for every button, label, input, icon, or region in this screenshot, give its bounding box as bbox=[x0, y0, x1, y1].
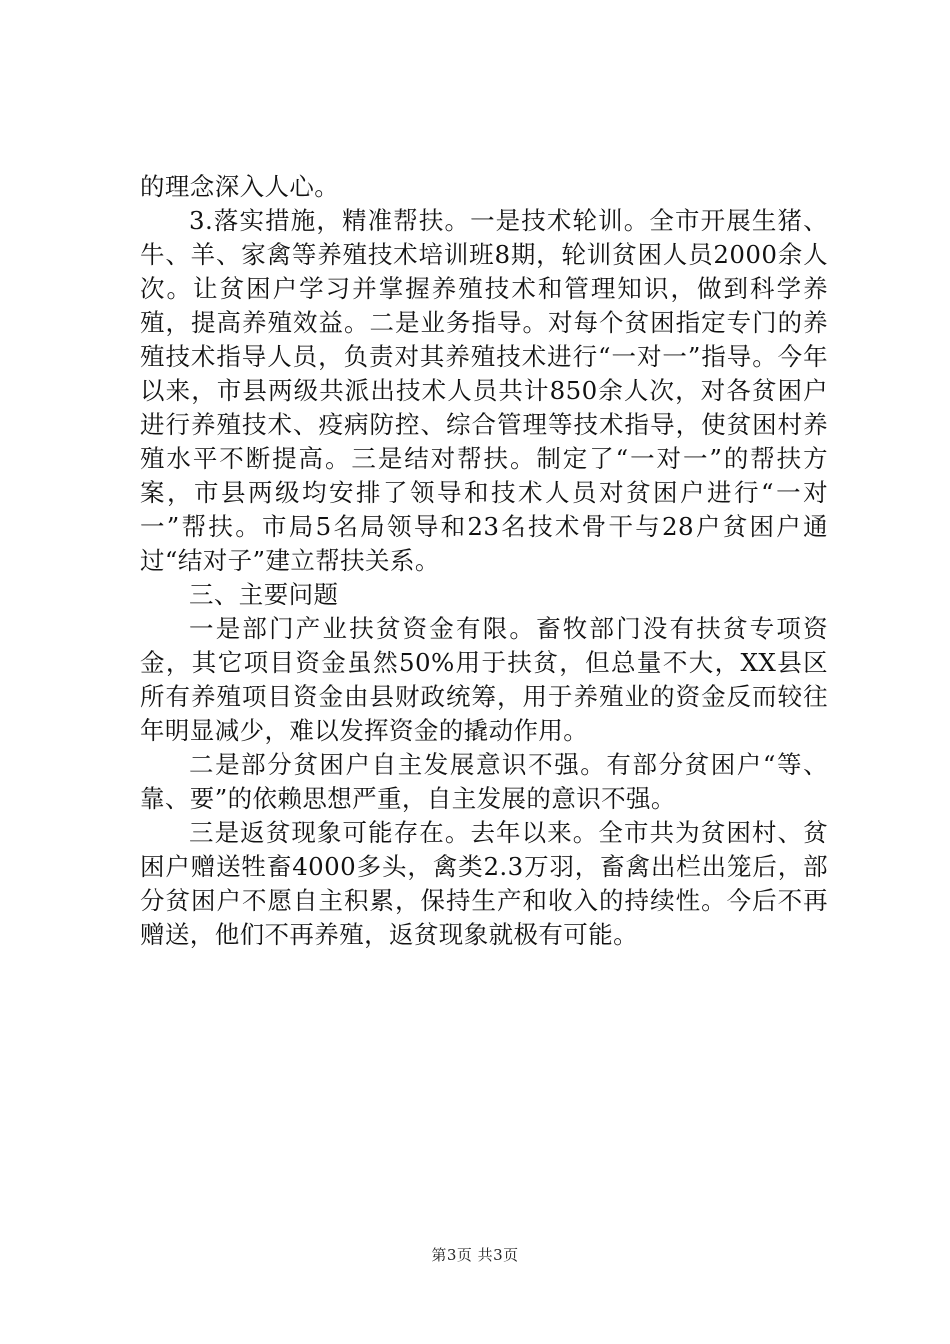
paragraph-problem-one: 一是部门产业扶贫资金有限。畜牧部门没有扶贫专项资金，其它项目资金虽然50%用于扶贫，但总量不大，XX县区所有养殖项目资金由县财政统筹，用于养殖业的资金反而较往年明显减少，难以发挥资金的撬动作用。 bbox=[140, 614, 828, 745]
paragraph-continuation: 的理念深入人心。 bbox=[140, 172, 340, 201]
document-body bbox=[140, 170, 828, 952]
page-footer: 第3页 共3页 bbox=[431, 1246, 519, 1264]
paragraph-problem-two: 二是部分贫困户自主发展意识不强。有部分贫困户“等、靠、要”的依赖思想严重，自主发展的意识不强。 bbox=[140, 750, 828, 813]
paragraph-measures: 3.落实措施，精准帮扶。一是技术轮训。全市开展生猪、牛、羊、家禽等养殖技术培训班8期，轮训贫困人员2000余人次。让贫困户学习并掌握养殖技术和管理知识，做到科学养殖，提高养殖效益。二是业务指导。对每个贫困指定专门的养殖技术指导人员，负责对其养殖技术进行“一对一”指导。今年以来，市县两级共派出技术人员共计850余人次，对各贫困户进行养殖技术、疫病防控、综合管理等技术指导，使贫困村养殖水平不断提高。三是结对帮扶。制定了“一对一”的帮扶方案，市县两级均安排了领导和技术人员对贫困户进行“一对一”帮扶。市局5名局领导和23名技术骨干与28户贫困户通过“结对子”建立帮扶关系。 bbox=[140, 206, 828, 575]
paragraph-problem-three: 三是返贫现象可能存在。去年以来。全市共为贫困村、贫困户赠送牲畜4000多头，禽类2.3万羽，畜禽出栏出笼后，部分贫困户不愿自主积累，保持生产和收入的持续性。今后不再赠送，他们不再养殖，返贫现象就极有可能。 bbox=[140, 818, 828, 949]
section-heading-main-problems: 三、主要问题 bbox=[189, 580, 339, 609]
